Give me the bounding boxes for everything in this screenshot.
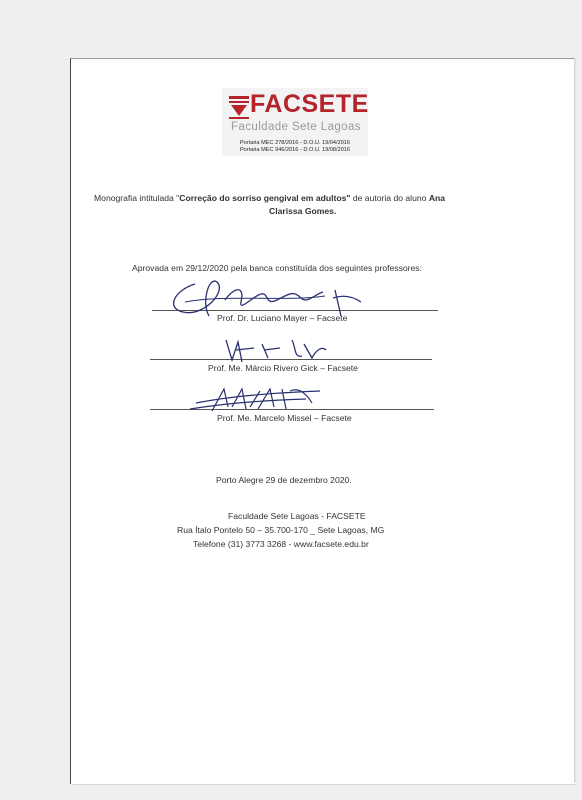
examiner-1: Prof. Dr. Luciano Mayer – Facsete xyxy=(217,313,348,323)
approval-text: Aprovada em 29/12/2020 pela banca constituída dos seguintes professores: xyxy=(132,263,422,273)
facsete-emblem-icon xyxy=(228,94,250,120)
intro-line-1 xyxy=(94,193,445,203)
logo-title: FACSETE xyxy=(250,90,369,118)
author-last: Clarissa Gomes. xyxy=(269,206,337,216)
footer-institution: Faculdade Sete Lagoas - FACSETE xyxy=(228,511,366,521)
footer-address: Rua Ítalo Pontelo 50 – 35.700-170 _ Sete Lagoas, MG xyxy=(177,525,385,535)
place-date: Porto Alegre 29 de dezembro 2020. xyxy=(216,475,352,485)
logo-subtitle: Faculdade Sete Lagoas xyxy=(231,121,361,133)
signature-2 xyxy=(222,336,332,366)
examiner-2: Prof. Me. Márcio Rivero Gick – Facsete xyxy=(208,363,358,373)
signature-3 xyxy=(186,383,326,415)
logo-ordinance-1: Portaria MEC 278/2016 - D.O.U. 19/04/2016 xyxy=(239,140,351,146)
intro-prefix: Monografia intitulada " xyxy=(94,193,180,203)
intro-middle: de autoria do aluno xyxy=(350,193,429,203)
footer-contact: Telefone (31) 3773 3268 - www.facsete.edu.br xyxy=(193,539,369,549)
facsete-logo xyxy=(222,88,368,156)
author-first: Ana xyxy=(428,193,446,203)
page-edge xyxy=(574,58,577,783)
examiner-3: Prof. Me. Marcelo Missel – Facsete xyxy=(217,413,352,423)
monograph-title: Correção do sorriso gengival em adultos" xyxy=(179,193,351,203)
logo-ordinance-2: Portaria MEC 946/2016 - D.O.U. 19/08/2016 xyxy=(239,147,351,153)
